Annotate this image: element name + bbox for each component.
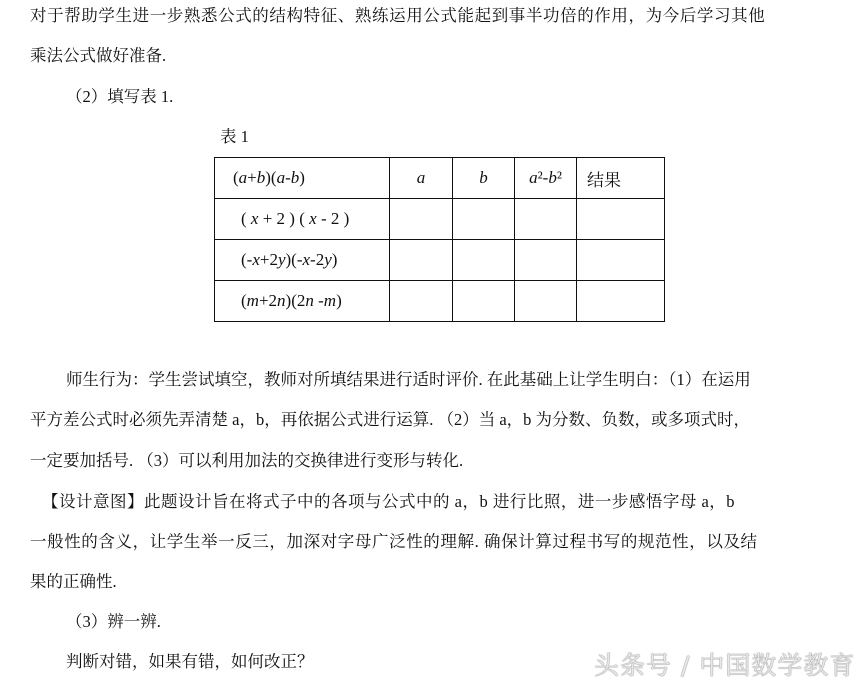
cell-b <box>453 199 515 240</box>
table-caption: 表 1 <box>220 127 249 146</box>
row-expression: (m+2n)(2n -m) <box>215 281 390 322</box>
step-2-heading: （2）填写表 1. <box>66 87 174 106</box>
cell-result <box>577 281 665 322</box>
header-a2-b2: a²-b² <box>515 158 577 199</box>
header-a: a <box>390 158 453 199</box>
step-3-heading: （3）辨一辨. <box>66 612 161 631</box>
watermark: 头条号 / 中国数学教育 <box>594 651 856 680</box>
fill-in-table <box>214 157 665 322</box>
behavior-line-1: 师生行为：学生尝试填空，教师对所填结果进行适时评价. 在此基础上让学生明白：（1）在运用 <box>66 370 751 389</box>
cell-result <box>577 199 665 240</box>
cell-a2-b2 <box>515 281 577 322</box>
table-row <box>215 281 665 322</box>
intro-line-1: 对于帮助学生进一步熟悉公式的结构特征、熟练运用公式能起到事半功倍的作用，为今后学习其他 <box>30 6 766 25</box>
row-expression: (-x+2y)(-x-2y) <box>215 240 390 281</box>
header-formula: (a+b)(a-b) <box>215 158 390 199</box>
table-row <box>215 199 665 240</box>
table-header-row <box>215 158 665 199</box>
row-expression: ( x + 2 ) ( x - 2 ) <box>215 199 390 240</box>
cell-a <box>390 199 453 240</box>
cell-b <box>453 240 515 281</box>
header-result: 结果 <box>577 158 665 199</box>
cell-a <box>390 240 453 281</box>
table-row <box>215 240 665 281</box>
design-line-1: 【设计意图】此题设计旨在将式子中的各项与公式中的 a，b 进行比照，进一步感悟字母 a，b <box>42 492 736 511</box>
question-text: 判断对错，如果有错，如何改正？ <box>66 652 314 671</box>
cell-result <box>577 240 665 281</box>
behavior-line-3: 一定要加括号. （3）可以利用加法的交换律进行变形与转化. <box>30 451 464 470</box>
cell-a2-b2 <box>515 199 577 240</box>
cell-a2-b2 <box>515 240 577 281</box>
header-b: b <box>453 158 515 199</box>
intro-line-2: 乘法公式做好准备. <box>30 46 167 65</box>
design-line-3: 果的正确性. <box>30 572 117 591</box>
behavior-line-2: 平方差公式时必须先弄清楚 a，b，再依据公式进行运算. （2）当 a，b 为分数、负数，或多项式时， <box>30 410 751 429</box>
cell-b <box>453 281 515 322</box>
cell-a <box>390 281 453 322</box>
design-line-2: 一般性的含义，让学生举一反三，加深对字母广泛性的理解. 确保计算过程书写的规范性，以及结 <box>30 532 758 551</box>
